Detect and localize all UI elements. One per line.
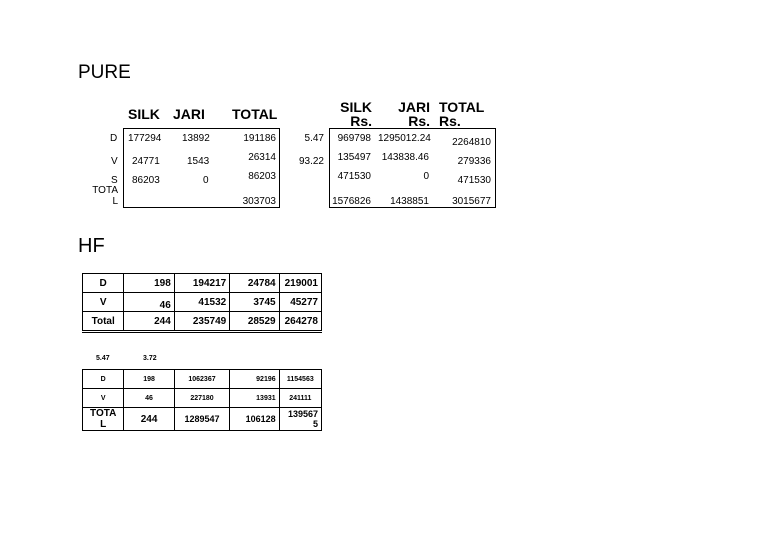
header-word: SILK <box>340 99 372 115</box>
total-label <box>83 408 124 431</box>
pure-header-total: TOTAL <box>232 106 278 122</box>
pure-header-total-rs <box>439 100 484 128</box>
pure-total-label <box>90 185 118 207</box>
row-label-s: S <box>111 175 118 186</box>
value-part: 5 <box>312 419 318 429</box>
hf-rate-1: 5.47 <box>96 355 110 362</box>
table-cell: 28529 <box>230 312 279 332</box>
table-cell: 46 <box>124 293 174 312</box>
table-cell: 106128 <box>230 408 279 431</box>
pure-jari-rs-d: 1295012.24 <box>378 133 431 144</box>
header-unit: Rs. <box>408 113 430 129</box>
table-cell: 227180 <box>174 389 229 408</box>
label-part: TOTA <box>90 408 117 419</box>
pure-grand-total: 303703 <box>242 196 276 207</box>
pure-silk-s: 86203 <box>132 175 160 186</box>
header-word: TOTAL <box>439 99 485 115</box>
pure-jari-rs-s: 0 <box>423 171 429 182</box>
table-cell <box>279 408 321 431</box>
pure-jari-s: 0 <box>203 175 209 186</box>
pure-grand-silk-rs: 1576826 <box>332 196 371 207</box>
pure-silk-rs-s: 471530 <box>337 171 371 182</box>
pure-header-silk: SILK <box>128 106 160 122</box>
pure-rate-d: 5.47 <box>304 133 324 144</box>
pure-jari-d: 13892 <box>182 133 210 144</box>
pure-total-d: 191186 <box>243 133 276 144</box>
pure-silk-rs-d: 969798 <box>337 133 371 144</box>
header-unit: Rs. <box>439 113 461 129</box>
row-label: V <box>83 293 124 312</box>
table-cell: 194217 <box>174 274 229 293</box>
table-cell: 45277 <box>279 293 321 312</box>
table-row <box>83 312 322 332</box>
table-cell: 198 <box>124 370 174 389</box>
header-word: JARI <box>398 99 430 115</box>
table-row <box>83 389 322 408</box>
table-row <box>83 408 322 431</box>
pure-title: PURE <box>78 62 131 83</box>
value-part: 139567 <box>287 409 318 419</box>
pure-jari-v: 1543 <box>187 156 210 167</box>
label-part: L <box>112 196 118 207</box>
table-row <box>83 370 322 389</box>
pure-header-silk-rs <box>335 100 372 128</box>
pure-jari-rs-v: 143838.46 <box>381 152 429 163</box>
table-cell: 1289547 <box>174 408 229 431</box>
row-label: V <box>83 389 124 408</box>
hf-title: HF <box>78 235 105 257</box>
pure-total-rs-v: 279336 <box>457 156 491 167</box>
hf-table <box>82 273 322 333</box>
pure-silk-v: 24771 <box>132 156 160 167</box>
row-label: D <box>83 274 124 293</box>
table-row <box>83 293 322 312</box>
pure-total-rs-s: 471530 <box>457 175 491 186</box>
table-cell: 1154563 <box>279 370 321 389</box>
table-cell: 264278 <box>279 312 321 332</box>
pure-rate-v: 93.22 <box>298 156 324 167</box>
row-label-d: D <box>110 133 118 144</box>
hf-rate-2: 3.72 <box>143 355 157 362</box>
table-cell: 244 <box>124 408 174 431</box>
table-cell: 13931 <box>230 389 279 408</box>
table-cell: 198 <box>124 274 174 293</box>
pure-grand-total-rs: 3015677 <box>452 196 491 207</box>
table-cell: 41532 <box>174 293 229 312</box>
pure-grand-jari-rs: 1438851 <box>390 196 429 207</box>
pure-total-rs-d: 2264810 <box>452 137 491 148</box>
table-cell: 24784 <box>230 274 279 293</box>
table-row <box>83 274 322 293</box>
pure-silk-rs-v: 135497 <box>337 152 371 163</box>
pure-header-jari: JARI <box>173 106 205 122</box>
hf-value-table <box>82 369 322 431</box>
row-label: Total <box>83 312 124 332</box>
pure-total-s: 86203 <box>248 171 276 182</box>
table-cell: 219001 <box>279 274 321 293</box>
label-part: TOTA <box>92 185 118 196</box>
pure-header-jari-rs <box>388 100 430 128</box>
pure-total-v: 26314 <box>248 152 276 163</box>
table-cell: 92196 <box>230 370 279 389</box>
row-label-v: V <box>111 156 118 167</box>
header-unit: Rs. <box>350 113 372 129</box>
table-cell: 244 <box>124 312 174 332</box>
table-cell: 241111 <box>279 389 321 408</box>
table-cell: 3745 <box>230 293 279 312</box>
table-cell: 1062367 <box>174 370 229 389</box>
table-cell: 46 <box>124 389 174 408</box>
table-cell: 235749 <box>174 312 229 332</box>
row-label: D <box>83 370 124 389</box>
pure-silk-d: 177294 <box>128 133 162 144</box>
label-part: L <box>100 419 107 430</box>
